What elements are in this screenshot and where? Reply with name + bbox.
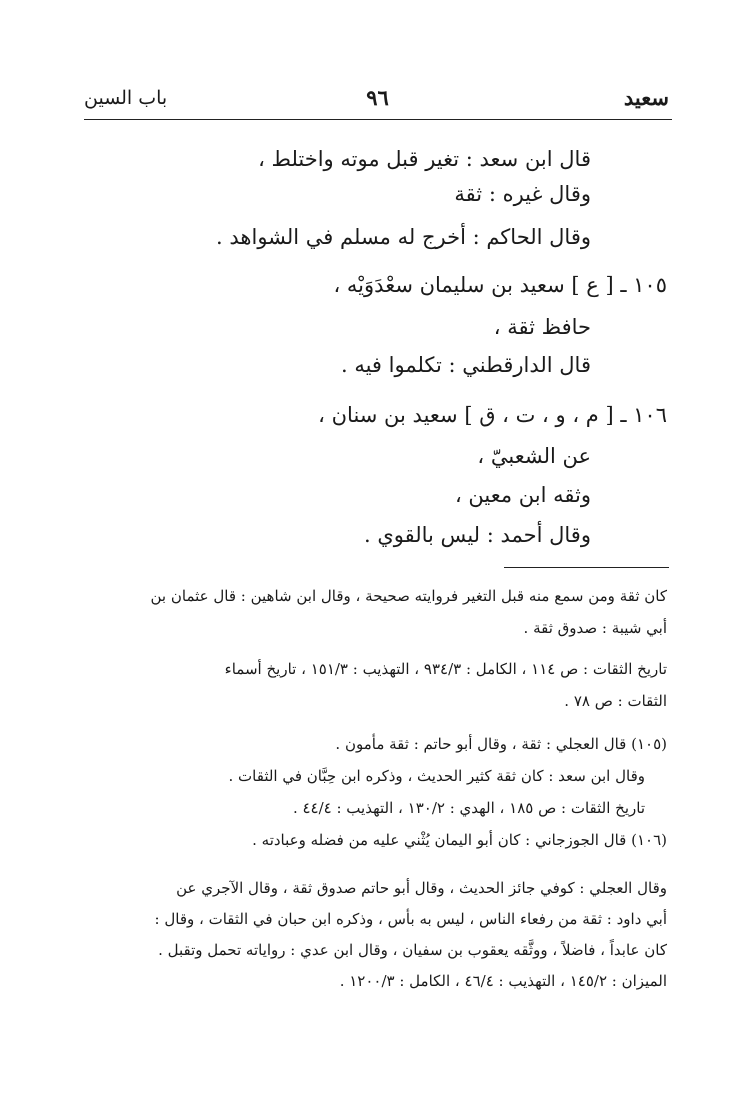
footnote-line: (١٠٦) قال الجوزجاني : كان أبو اليمان يُثْني عليه من فضله وعبادته . bbox=[252, 831, 667, 849]
footnote-line: الميزان : ١٤٥/٢ ، التهذيب : ٤٦/٤ ، الكامل : ١٢٠٠/٣ . bbox=[339, 972, 667, 990]
page-number: ٩٦ bbox=[366, 85, 389, 110]
footnote-line: (١٠٥) قال العجلي : ثقة ، وقال أبو حاتم : ثقة مأمون . bbox=[335, 735, 667, 753]
footnote-line: الثقات : ص ٧٨ . bbox=[564, 692, 667, 710]
footnote-line: أبي شيبة : صدوق ثقة . bbox=[523, 619, 667, 637]
footnote-line: كان عابداً ، فاضلاً ، ووثَّقه يعقوب بن سفيان ، وقال ابن عدي : رواياته تحمل وتقبل . bbox=[158, 941, 667, 959]
footnote-separator bbox=[504, 567, 669, 568]
main-text-line: وثقه ابن معين ، bbox=[454, 483, 591, 507]
main-text-line: حافظ ثقة ، bbox=[493, 315, 591, 339]
main-text-line: وقال الحاكم : أخرج له مسلم في الشواهد . bbox=[216, 225, 591, 249]
footnote-line: وقال العجلي : كوفي جائز الحديث ، وقال أبو حاتم صدوق ثقة ، وقال الآجري عن bbox=[176, 879, 667, 897]
footnote-line: وقال ابن سعد : كان ثقة كثير الحديث ، وذكره ابن حِبَّان في الثقات . bbox=[228, 767, 645, 785]
footnote-line: تاريخ الثقات : ص ١٨٥ ، الهدي : ١٣٠/٢ ، التهذيب : ٤٤/٤ . bbox=[292, 799, 645, 817]
entry-heading-105: ١٠٥ ـ [ ع ] سعيد بن سليمان سعْدَوَيْه ، bbox=[333, 273, 667, 297]
main-text-line: وقال أحمد : ليس بالقوي . bbox=[363, 523, 591, 547]
footnote-line: أبي داود : ثقة من رفعاء الناس ، ليس به بأس ، وذكره ابن حبان في الثقات ، وقال : bbox=[154, 910, 667, 928]
main-text-line: قال الدارقطني : تكلموا فيه . bbox=[340, 353, 591, 377]
header-rule bbox=[84, 119, 672, 120]
footnote-line: تاريخ الثقات : ص ١١٤ ، الكامل : ٩٣٤/٣ ، التهذيب : ١٥١/٣ ، تاريخ أسماء bbox=[224, 660, 667, 678]
footnote-line: كان ثقة ومن سمع منه قبل التغير فروايته صحيحة ، وقال ابن شاهين : قال عثمان بن bbox=[150, 587, 667, 605]
running-header-entry: سعيد bbox=[623, 85, 669, 110]
running-header-chapter: باب السين bbox=[84, 87, 168, 109]
entry-heading-106: ١٠٦ ـ [ م ، و ، ت ، ق ] سعيد بن سنان ، bbox=[318, 403, 667, 427]
main-text-line: عن الشعبيّ ، bbox=[477, 444, 591, 468]
main-text-line: وقال غيره : ثقة bbox=[454, 182, 591, 206]
main-text-line: قال ابن سعد : تغير قبل موته واختلط ، bbox=[258, 147, 591, 171]
